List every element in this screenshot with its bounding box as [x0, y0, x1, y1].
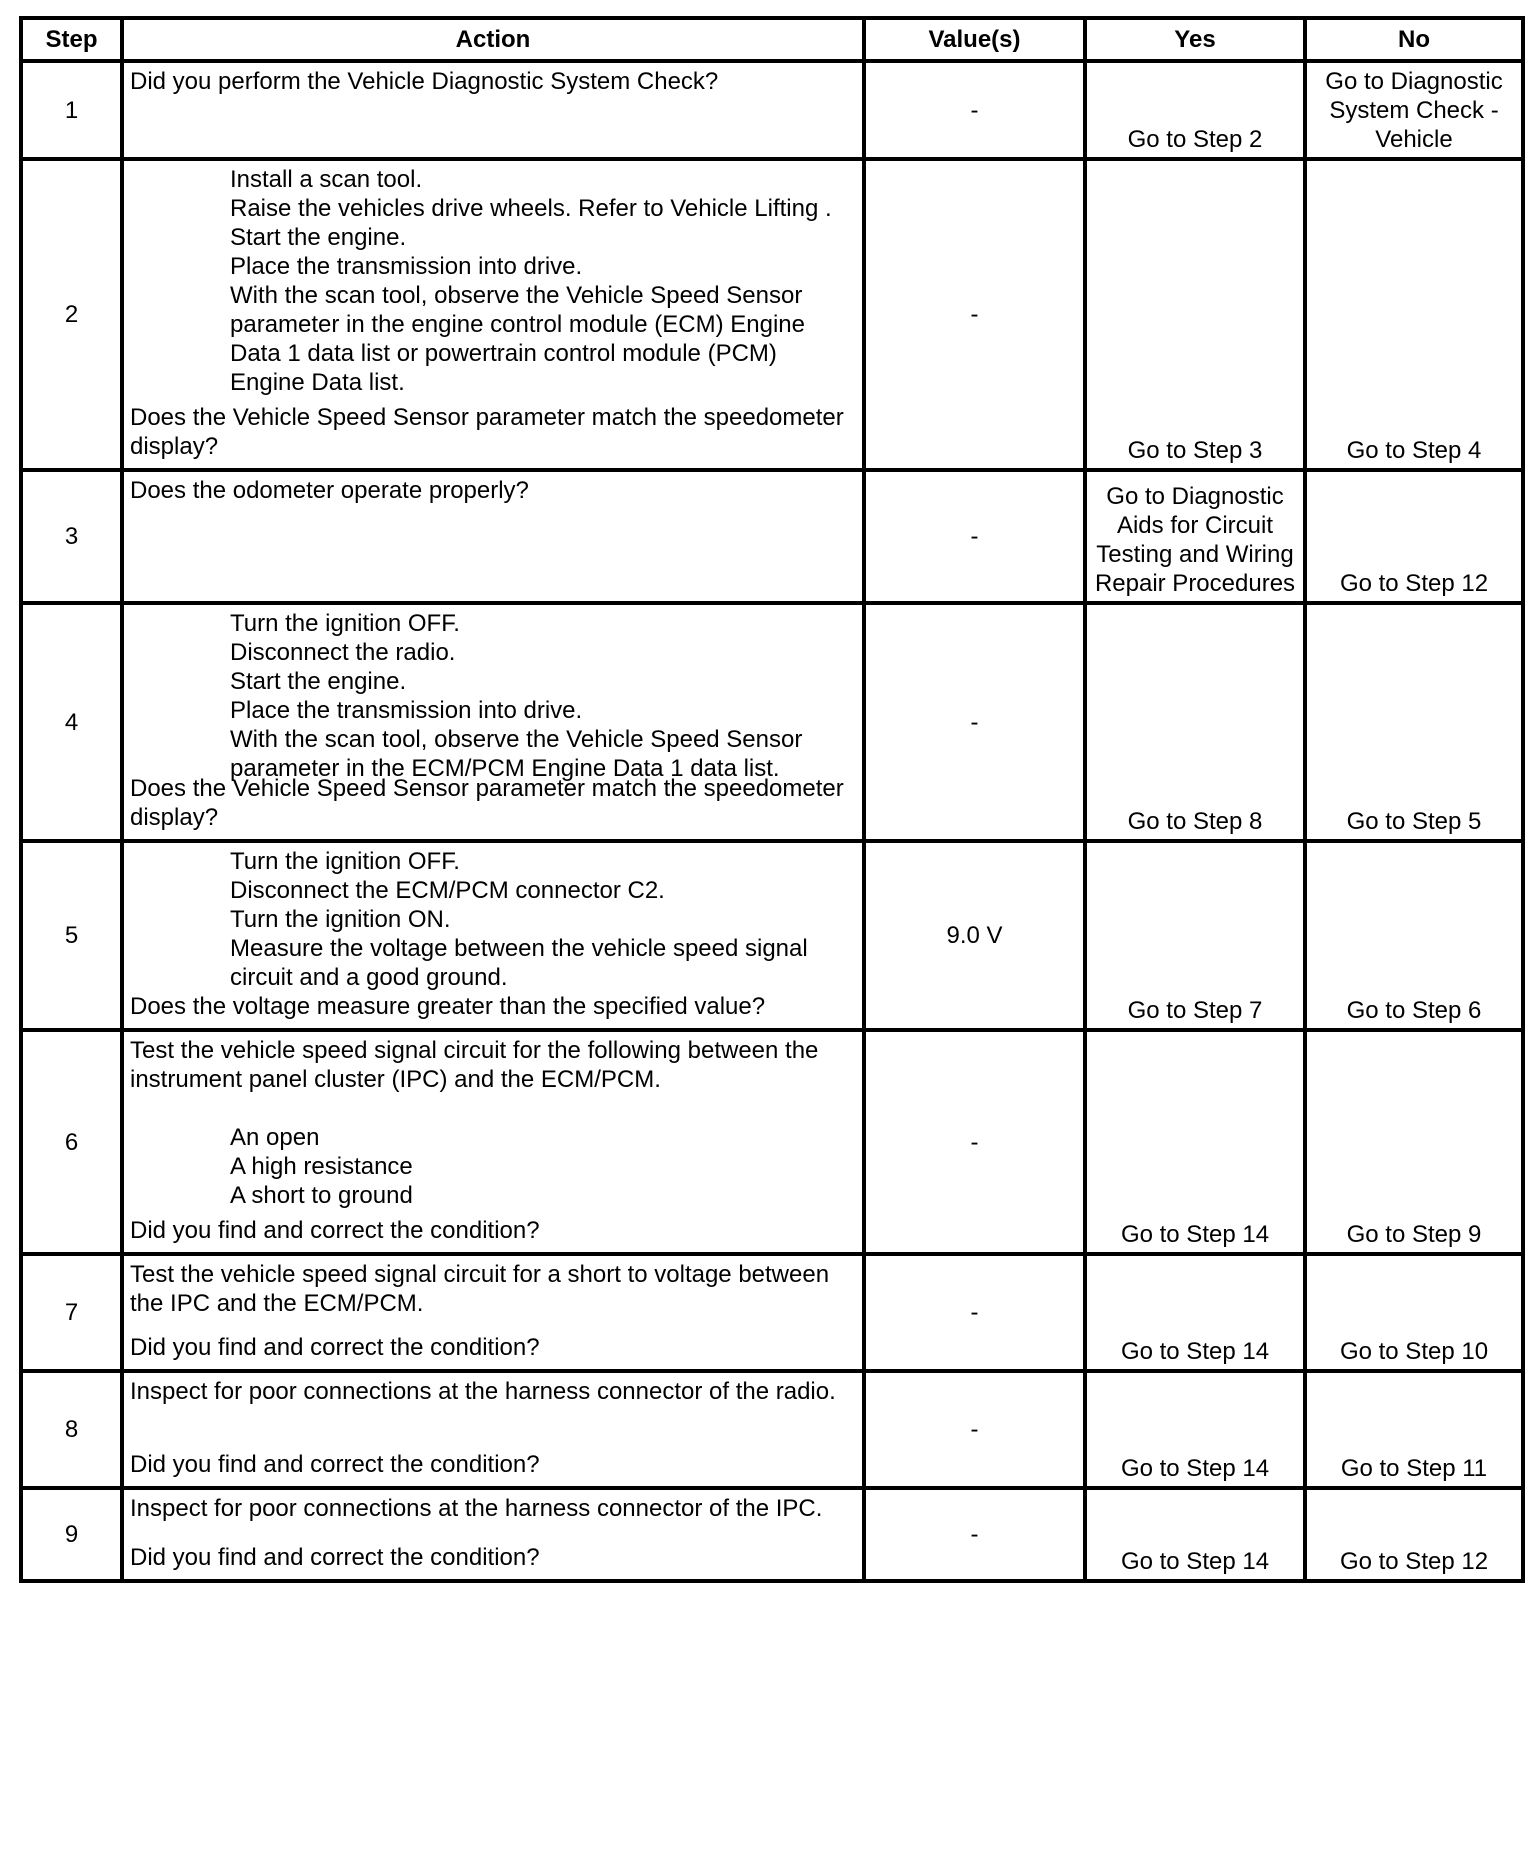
action-question: Did you find and correct the condition? — [130, 1451, 540, 1478]
no-cell: Go to Step 11 — [1305, 1371, 1523, 1488]
action-steps-list — [124, 843, 862, 992]
no-cell: Go to Step 12 — [1305, 1488, 1523, 1581]
action-content — [124, 1490, 862, 1575]
action-step-item: Turn the ignition OFF. — [230, 848, 460, 875]
action-cell — [122, 1371, 864, 1488]
yes-cell: Go to Step 14 — [1085, 1030, 1305, 1254]
step-number: 6 — [21, 1030, 122, 1254]
no-cell: Go to Step 12 — [1305, 470, 1523, 603]
step-number: 1 — [21, 61, 122, 159]
value-cell: - — [864, 603, 1085, 841]
action-question: Does the Vehicle Speed Sensor parameter match the speedometer display? — [130, 775, 844, 831]
action-step-item: A short to ground — [230, 1182, 413, 1209]
action-instruction: Test the vehicle speed signal circuit for the following between the instrument panel cluster (IPC) and the ECM/PCM. — [130, 1037, 819, 1093]
action-cell — [122, 1254, 864, 1371]
header-action: Action — [122, 18, 864, 61]
table-row — [21, 470, 1523, 603]
action-cell — [122, 1488, 864, 1581]
action-question: Did you find and correct the condition? — [130, 1334, 540, 1361]
table-row — [21, 1371, 1523, 1488]
action-content — [124, 1373, 862, 1482]
no-cell: Go to Step 9 — [1305, 1030, 1523, 1254]
no-cell: Go to Step 10 — [1305, 1254, 1523, 1371]
action-cell — [122, 61, 864, 159]
no-cell: Go to Step 6 — [1305, 841, 1523, 1030]
step-number: 4 — [21, 603, 122, 841]
action-instruction: Inspect for poor connections at the harness connector of the IPC. — [130, 1495, 823, 1522]
action-cell — [122, 470, 864, 603]
action-step-item: Start the engine. — [230, 224, 407, 251]
action-step-item: Raise the vehicles drive wheels. Refer to Vehicle Lifting . — [230, 195, 832, 222]
action-cell — [122, 841, 864, 1030]
action-cell — [122, 603, 864, 841]
action-step-item: Start the engine. — [230, 668, 407, 695]
value-cell: - — [864, 1371, 1085, 1488]
action-step-item: Install a scan tool. — [230, 166, 423, 193]
step-number: 8 — [21, 1371, 122, 1488]
yes-cell: Go to Step 14 — [1085, 1254, 1305, 1371]
table-row — [21, 61, 1523, 159]
yes-cell: Go to Step 8 — [1085, 603, 1305, 841]
value-cell: - — [864, 159, 1085, 470]
action-step-item: A high resistance — [230, 1153, 413, 1180]
no-cell: Go to Step 5 — [1305, 603, 1523, 841]
value-cell: - — [864, 1488, 1085, 1581]
header-yes: Yes — [1085, 18, 1305, 61]
table-row — [21, 1254, 1523, 1371]
yes-cell: Go to Step 3 — [1085, 159, 1305, 470]
action-step-item: Turn the ignition ON. — [230, 906, 451, 933]
yes-cell: Go to Step 14 — [1085, 1371, 1305, 1488]
step-number: 7 — [21, 1254, 122, 1371]
yes-cell: Go to Step 2 — [1085, 61, 1305, 159]
no-cell: Go to Diagnostic System Check - Vehicle — [1305, 61, 1523, 159]
action-instruction: Test the vehicle speed signal circuit for a short to voltage between the IPC and the ECM/PCM. — [130, 1261, 830, 1317]
yes-cell: Go to Diagnostic Aids for Circuit Testing and Wiring Repair Procedures — [1085, 470, 1305, 603]
step-number: 2 — [21, 159, 122, 470]
action-content — [124, 63, 862, 138]
action-steps-list — [124, 1094, 862, 1210]
value-cell: - — [864, 61, 1085, 159]
table-row — [21, 603, 1523, 841]
action-step-item: Disconnect the radio. — [230, 639, 456, 666]
no-cell: Go to Step 4 — [1305, 159, 1523, 470]
value-cell: 9.0 V — [864, 841, 1085, 1030]
action-step-item: Turn the ignition OFF. — [230, 610, 460, 637]
action-question: Does the Vehicle Speed Sensor parameter match the speedometer display? — [130, 404, 844, 460]
value-cell: - — [864, 1030, 1085, 1254]
action-instruction: Did you perform the Vehicle Diagnostic System Check? — [130, 68, 719, 95]
value-cell: - — [864, 470, 1085, 603]
table-row — [21, 1030, 1523, 1254]
action-content — [124, 605, 862, 835]
step-number: 5 — [21, 841, 122, 1030]
table-row — [21, 841, 1523, 1030]
action-step-item: Place the transmission into drive. — [230, 697, 583, 724]
value-cell: - — [864, 1254, 1085, 1371]
header-row — [21, 18, 1523, 61]
yes-cell: Go to Step 7 — [1085, 841, 1305, 1030]
action-steps-list — [124, 605, 862, 783]
action-content — [124, 1032, 862, 1248]
table-row — [21, 1488, 1523, 1581]
action-instruction: Does the odometer operate properly? — [130, 477, 529, 504]
action-question: Did you find and correct the condition? — [130, 1544, 540, 1571]
action-step-item: Measure the voltage between the vehicle speed signal circuit and a good ground. — [230, 935, 808, 991]
header-no: No — [1305, 18, 1523, 61]
action-cell — [122, 159, 864, 470]
header-values: Value(s) — [864, 18, 1085, 61]
action-instruction: Inspect for poor connections at the harness connector of the radio. — [130, 1378, 836, 1405]
action-content — [124, 843, 862, 1024]
action-step-item: Disconnect the ECM/PCM connector C2. — [230, 877, 665, 904]
action-step-item: With the scan tool, observe the Vehicle Speed Sensor parameter in the ECM/PCM Engine Data 1 data list. — [230, 726, 803, 782]
header-step: Step — [21, 18, 122, 61]
action-content — [124, 161, 862, 464]
yes-cell: Go to Step 14 — [1085, 1488, 1305, 1581]
action-cell — [122, 1030, 864, 1254]
action-step-item: An open — [230, 1124, 320, 1151]
step-number: 9 — [21, 1488, 122, 1581]
action-content — [124, 1256, 862, 1365]
action-content — [124, 472, 862, 597]
diagnostic-table — [19, 16, 1525, 1583]
action-question: Did you find and correct the condition? — [130, 1217, 540, 1244]
table-body — [21, 61, 1523, 1581]
action-question: Does the voltage measure greater than the specified value? — [130, 993, 766, 1020]
action-steps-list — [124, 161, 862, 397]
action-step-item: Place the transmission into drive. — [230, 253, 583, 280]
action-step-item: With the scan tool, observe the Vehicle Speed Sensor parameter in the engine control module (ECM) Engine Data 1 data list or powertrain control module (PCM) Engine Data list. — [230, 282, 805, 396]
step-number: 3 — [21, 470, 122, 603]
table-row — [21, 159, 1523, 470]
